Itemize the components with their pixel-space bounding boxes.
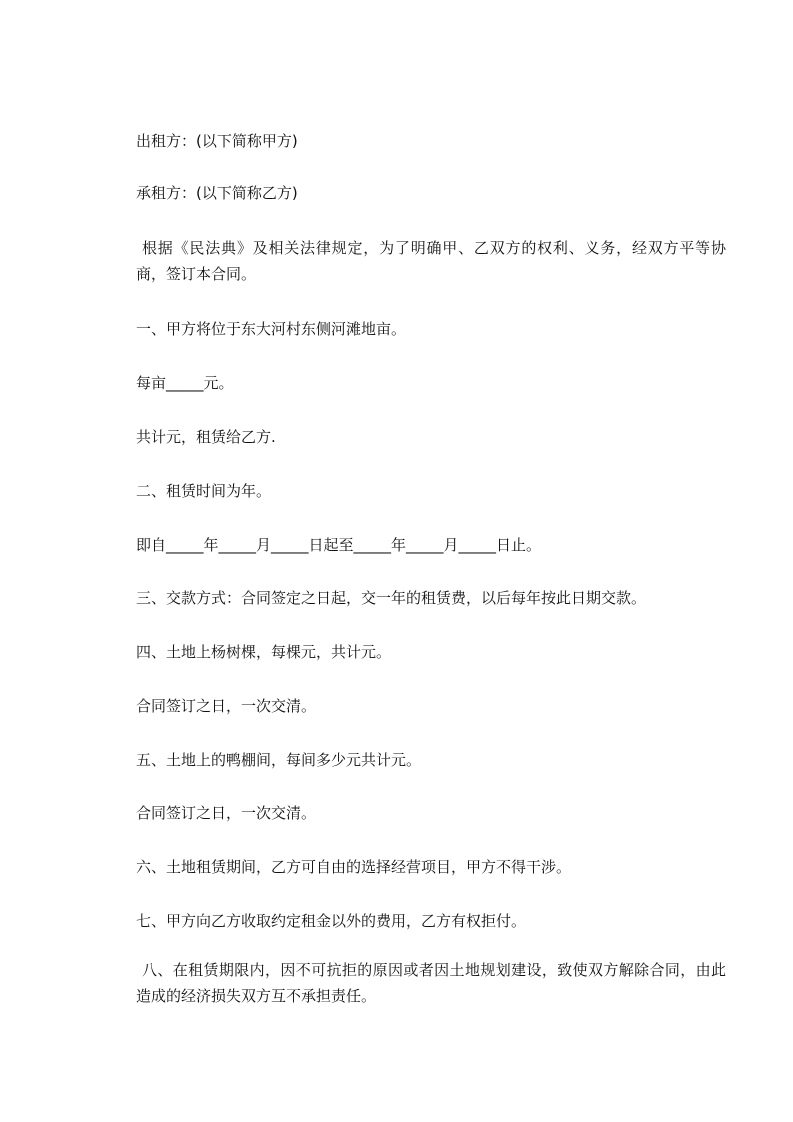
- clause-5-payment: 合同签订之日，一次交清。: [136, 804, 317, 822]
- lessor-line: 出租方：(以下简称甲方): [136, 132, 298, 150]
- clause-1: 一、甲方将位于东大河村东侧河滩地亩。: [136, 320, 407, 338]
- clause-7: 七、甲方向乙方收取约定租金以外的费用，乙方有权拒付。: [136, 912, 527, 930]
- clause-1-price-per-mu: 每亩_____元。: [136, 374, 234, 392]
- clause-5: 五、土地上的鸭棚间，每间多少元共计元。: [136, 751, 422, 769]
- clause-3: 三、交款方式：合同签定之日起，交一年的租赁费，以后每年按此日期交款。: [136, 589, 647, 607]
- clause-1-total: 共计元，租赁给乙方.: [136, 428, 276, 446]
- clause-4-payment: 合同签订之日，一次交清。: [136, 697, 317, 715]
- lessee-line: 承租方：(以下简称乙方): [136, 184, 298, 202]
- clause-6: 六、土地租赁期间，乙方可自由的选择经营项目，甲方不得干涉。: [136, 858, 572, 876]
- clause-2: 二、租赁时间为年。: [136, 482, 272, 500]
- clause-8: 八、在租赁期限内，因不可抗拒的原因或者因土地规划建设，致使双方解除合同，由此造成的经济损失双方互不承担责任。: [136, 961, 726, 1005]
- preamble-paragraph: 根据《民法典》及相关法律规定，为了明确甲、乙双方的权利、义务，经双方平等协商，签订本合同。: [136, 239, 726, 283]
- clause-2-period: 即自_____年_____月_____日起至_____年_____月_____日止。: [136, 536, 542, 554]
- clause-4: 四、土地上杨树棵，每棵元，共计元。: [136, 643, 392, 661]
